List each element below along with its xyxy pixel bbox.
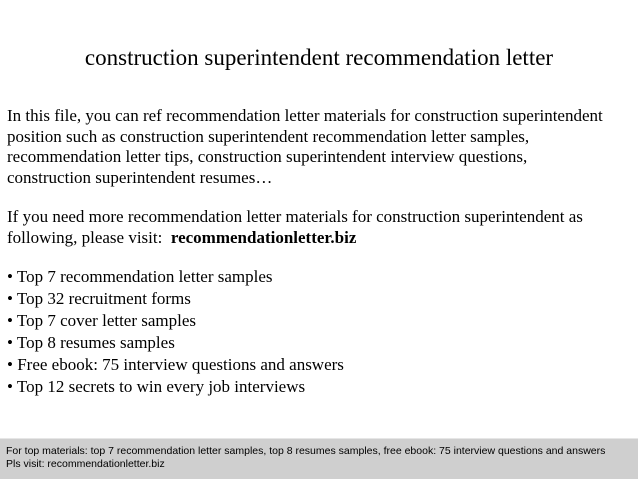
visit-paragraph: [7, 207, 633, 248]
page-title: construction superintendent recommendation letter: [84, 45, 554, 70]
list-item: • Top 32 recruitment forms: [7, 289, 191, 308]
visit-line-2: [7, 228, 633, 249]
list-item: • Top 7 recommendation letter samples: [7, 267, 273, 286]
resource-list: [7, 266, 344, 398]
intro-line: In this file, you can ref recommendation letter materials for construction superintendent: [7, 106, 603, 125]
list-item: • Free ebook: 75 interview questions and answers: [7, 355, 344, 374]
footer-bar: [0, 438, 638, 479]
recommendation-site-link[interactable]: recommendationletter.biz: [170, 227, 357, 247]
list-item: • Top 12 secrets to win every job interviews: [7, 377, 306, 396]
footer-line: Pls visit: recommendationletter.biz: [6, 458, 165, 470]
intro-line: position such as construction superintendent recommendation letter samples,: [7, 126, 530, 146]
list-item: • Top 8 resumes samples: [7, 333, 175, 352]
list-item: • Top 7 cover letter samples: [7, 311, 197, 330]
intro-line: construction superintendent resumes…: [7, 167, 273, 187]
intro-line: recommendation letter tips, construction superintendent interview questions,: [7, 147, 528, 166]
intro-paragraph: [7, 106, 633, 188]
footer-line: For top materials: top 7 recommendation letter samples, top 8 resumes samples, free ebook: 75 interview questions and answers: [6, 445, 606, 457]
visit-line: If you need more recommendation letter materials for construction superintendent as: [7, 207, 583, 226]
visit-prefix: following, please visit:: [7, 227, 171, 247]
